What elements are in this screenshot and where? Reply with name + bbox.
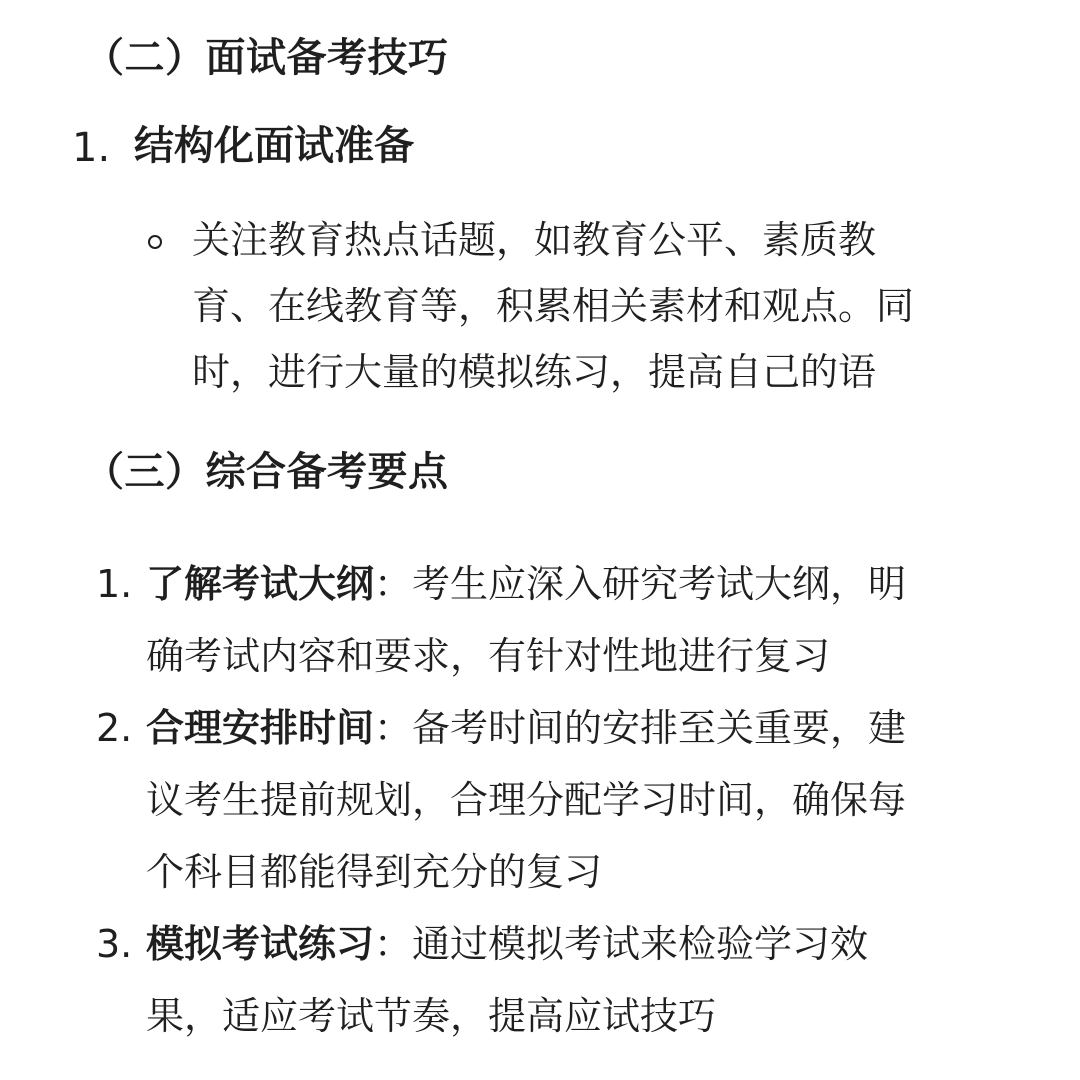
ordered-item-2-line-3: 个科目都能得到充分的复习 [146, 850, 603, 894]
bullet-paragraph-line-2: 育、在线教育等，积累相关素材和观点。同 [192, 284, 915, 328]
ordered-item-1-line-2: 确考试内容和要求，有针对性地进行复习 [146, 634, 831, 678]
list-marker-1: 1. [72, 125, 111, 171]
subheading-structured-interview: 结构化面试准备 [134, 123, 414, 169]
ordered-marker-3: 3. [96, 922, 133, 966]
ordered-item-3-line-1 [146, 908, 868, 980]
ordered-item-3-label: 模拟考试练习 [146, 922, 375, 966]
ordered-item-1-separator: ： [374, 562, 413, 606]
section-heading-2: （二）面试备考技巧 [84, 35, 449, 81]
ordered-item-3-separator: ： [374, 922, 413, 966]
ordered-marker-1: 1. [96, 562, 133, 606]
bullet-circle-icon [148, 235, 162, 249]
ordered-marker-2: 2. [96, 706, 133, 750]
bullet-paragraph-line-1: 关注教育热点话题，如教育公平、素质教 [192, 218, 877, 262]
ordered-item-2-label: 合理安排时间 [146, 706, 375, 750]
bullet-paragraph-line-3: 时，进行大量的模拟练习，提高自己的语 [192, 350, 877, 394]
ordered-item-3-text-1: 通过模拟考试来检验学习效 [412, 922, 869, 966]
ordered-item-1-line-1 [146, 548, 906, 620]
ordered-item-1-label: 了解考试大纲 [146, 562, 375, 606]
ordered-item-2-text-1: 备考时间的安排至关重要，建 [412, 706, 907, 750]
ordered-item-3-line-2: 果，适应考试节奏，提高应试技巧 [146, 994, 717, 1038]
section-heading-3: （三）综合备考要点 [84, 449, 449, 495]
ordered-item-1-text-1: 考生应深入研究考试大纲，明 [412, 562, 907, 606]
ordered-item-2-line-1 [146, 692, 906, 764]
ordered-item-2-separator: ： [374, 706, 413, 750]
ordered-item-2-line-2: 议考生提前规划，合理分配学习时间，确保每 [146, 778, 907, 822]
